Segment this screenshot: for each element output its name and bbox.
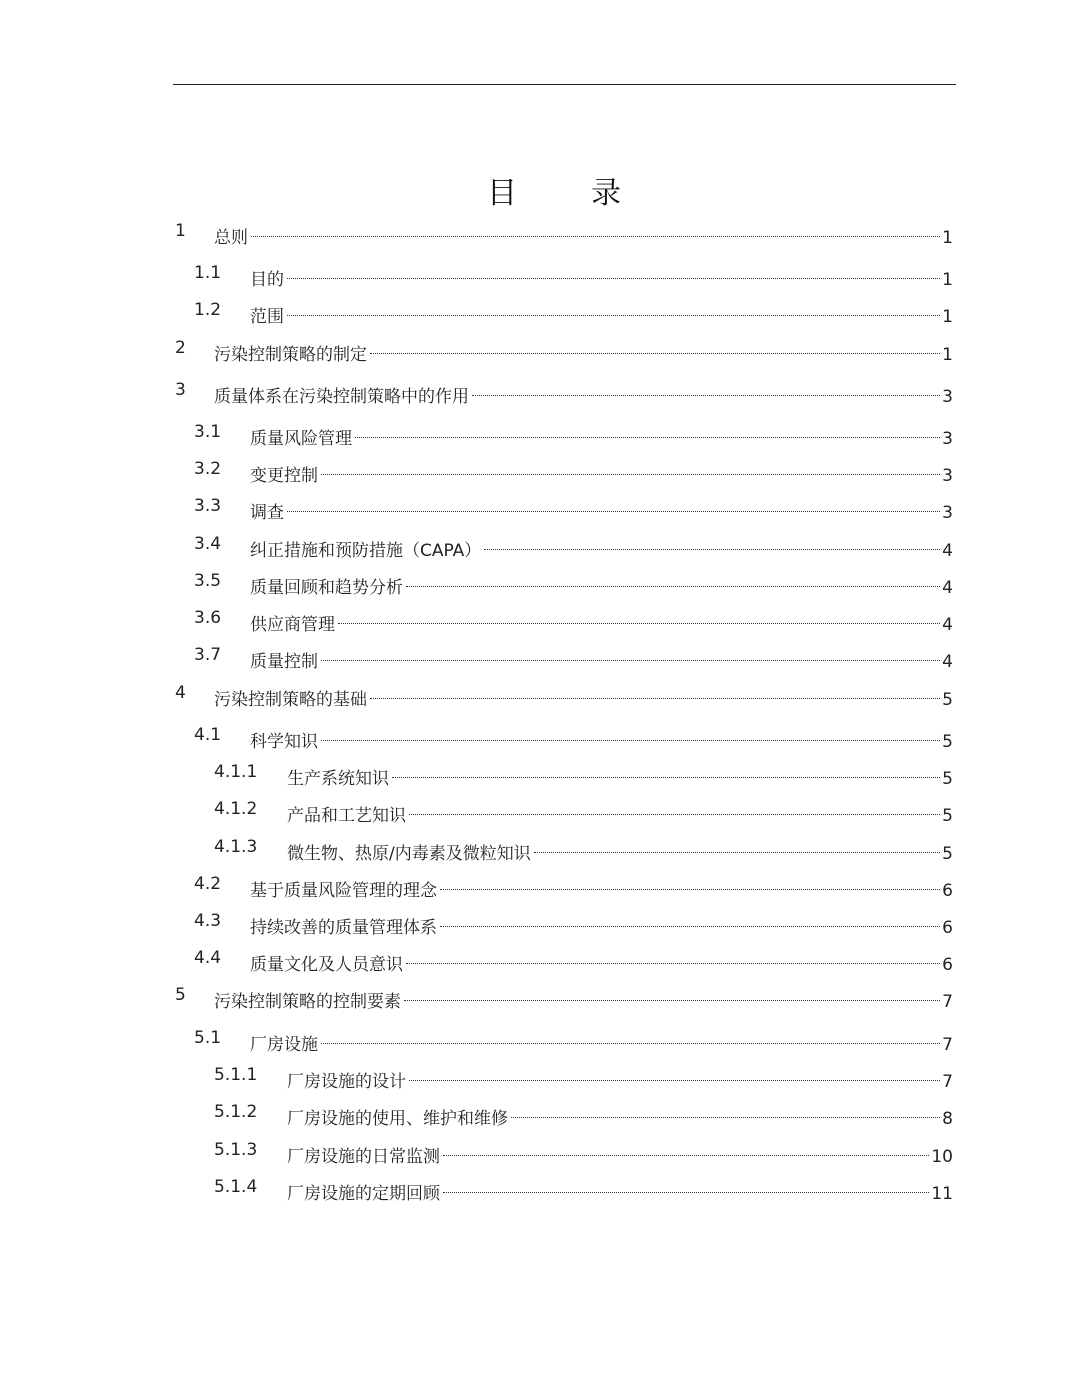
toc-entry-page-number: 1 (942, 307, 953, 327)
toc-entry-page-number: 11 (931, 1184, 953, 1204)
toc-entry-title: 目的 (250, 270, 284, 290)
toc-entry-title: 污染控制策略的制定 (214, 345, 367, 365)
toc-entry-title: 质量控制 (250, 652, 318, 672)
toc-entry-title: 污染控制策略的基础 (214, 690, 367, 710)
toc-entry-number: 5 (175, 985, 186, 1005)
toc-entry-line (250, 420, 953, 451)
toc-dot-leader (409, 1063, 940, 1087)
toc-dot-leader (511, 1100, 940, 1124)
toc-dot-leader (534, 835, 940, 859)
toc-entry-page-number: 1 (942, 345, 953, 365)
toc-entry-title: 生产系统知识 (287, 769, 389, 789)
toc-entry[interactable] (0, 983, 1080, 1012)
toc-entry-title: 质量回顾和趋势分析 (250, 578, 403, 598)
toc-dot-leader (392, 760, 940, 784)
toc-entry-number: 1.1 (194, 263, 222, 283)
toc-dot-leader (321, 723, 940, 747)
header-rule (173, 84, 956, 85)
toc-entry-line (287, 1138, 953, 1169)
toc-entry-page-number: 3 (942, 429, 953, 449)
toc-entry-line (250, 1026, 953, 1057)
toc-entry-page-number: 4 (942, 578, 953, 598)
toc-entry-number: 3.7 (194, 645, 222, 665)
toc-dot-leader (338, 606, 940, 630)
toc-entry-number: 1 (175, 221, 186, 241)
toc-entry-line (250, 946, 953, 977)
toc-entry-number: 3.6 (194, 608, 222, 628)
toc-entry-line (250, 723, 953, 754)
toc-dot-leader (287, 298, 940, 322)
toc-dot-leader (321, 457, 940, 481)
toc-dot-leader (404, 983, 940, 1007)
toc-entry-title: 总则 (214, 228, 248, 248)
toc-entry-page-number: 3 (942, 503, 953, 523)
toc-entry-line (250, 909, 953, 940)
toc-dot-leader (440, 909, 940, 933)
toc-dot-leader (406, 946, 940, 970)
toc-entry-title: 调查 (250, 503, 284, 523)
toc-entry-title: 厂房设施的使用、维护和维修 (287, 1109, 508, 1129)
toc-entry-number: 4.1 (194, 725, 222, 745)
toc-dot-leader (443, 1138, 929, 1162)
toc-entry-title: 厂房设施的定期回顾 (287, 1184, 440, 1204)
toc-entry[interactable] (0, 378, 1080, 407)
toc-entry-line (250, 606, 953, 637)
toc-entry[interactable] (0, 760, 1080, 789)
toc-entry-page-number: 8 (942, 1109, 953, 1129)
toc-entry-page-number: 5 (942, 732, 953, 752)
toc-dot-leader (370, 681, 940, 705)
toc-entry-title: 持续改善的质量管理体系 (250, 918, 437, 938)
toc-entry[interactable] (0, 1100, 1080, 1129)
toc-entry-line (250, 261, 953, 292)
toc-entry-page-number: 5 (942, 690, 953, 710)
toc-entry-page-number: 7 (942, 992, 953, 1012)
toc-entry-page-number: 4 (942, 615, 953, 635)
toc-entry-line (287, 760, 953, 791)
toc-entry-title: 产品和工艺知识 (287, 806, 406, 826)
toc-entry[interactable] (0, 681, 1080, 710)
toc-dot-leader (409, 797, 940, 821)
toc-entry[interactable] (0, 946, 1080, 975)
toc-entry-line (214, 378, 953, 409)
toc-entry-title: 纠正措施和预防措施（CAPA） (250, 541, 482, 561)
toc-dot-leader (321, 1026, 940, 1050)
toc-entry-number: 5.1 (194, 1028, 222, 1048)
toc-entry-page-number: 6 (942, 955, 953, 975)
toc-entry-page-number: 5 (942, 769, 953, 789)
toc-entry-page-number: 10 (931, 1147, 953, 1167)
toc-entry-number: 3.5 (194, 571, 222, 591)
toc-entry-line (287, 1100, 953, 1131)
toc-entry-page-number: 5 (942, 806, 953, 826)
toc-entry-line (214, 983, 953, 1014)
toc-entry-line (287, 1175, 953, 1206)
toc-dot-leader (321, 643, 940, 667)
toc-dot-leader (443, 1175, 929, 1199)
toc-entry-number: 4.1.2 (214, 799, 258, 819)
toc-entry-number: 2 (175, 338, 186, 358)
toc-entry[interactable] (0, 261, 1080, 290)
toc-entry-title: 变更控制 (250, 466, 318, 486)
toc-title: 目 录 (487, 176, 643, 211)
toc-entry-line (214, 681, 953, 712)
toc-entry[interactable] (0, 643, 1080, 672)
toc-entry-line (287, 1063, 953, 1094)
toc-entry-line (250, 643, 953, 674)
toc-entry-line (287, 797, 953, 828)
toc-entry-number: 3.1 (194, 422, 222, 442)
toc-entry-title: 科学知识 (250, 732, 318, 752)
toc-entry-line (214, 336, 953, 367)
toc-entry-number: 3.2 (194, 459, 222, 479)
toc-entry[interactable] (0, 457, 1080, 486)
toc-dot-leader (287, 261, 940, 285)
toc-entry-title: 厂房设施的设计 (287, 1072, 406, 1092)
toc-entry-number: 3.4 (194, 534, 222, 554)
toc-entry-line (250, 298, 953, 329)
toc-entry-title: 质量风险管理 (250, 429, 352, 449)
toc-entry-page-number: 4 (942, 652, 953, 672)
toc-entry[interactable] (0, 723, 1080, 752)
toc-entry-page-number: 7 (942, 1072, 953, 1092)
toc-entry[interactable] (0, 494, 1080, 523)
toc-entry-title: 厂房设施 (250, 1035, 318, 1055)
toc-entry-number: 3 (175, 380, 186, 400)
toc-entry-title: 质量文化及人员意识 (250, 955, 403, 975)
toc-entry-title: 范围 (250, 307, 284, 327)
toc-dot-leader (370, 336, 940, 360)
toc-entry-number: 4.2 (194, 874, 222, 894)
toc-entry-line (250, 457, 953, 488)
toc-entry[interactable] (0, 797, 1080, 826)
toc-entry[interactable] (0, 420, 1080, 449)
toc-dot-leader (287, 494, 940, 518)
toc-entry-line (250, 872, 953, 903)
toc-entry-title: 厂房设施的日常监测 (287, 1147, 440, 1167)
toc-entry-line (250, 569, 953, 600)
toc-entry[interactable] (0, 532, 1080, 561)
toc-dot-leader (355, 420, 940, 444)
toc-entry[interactable] (0, 909, 1080, 938)
toc-entry-number: 4.3 (194, 911, 222, 931)
toc-entry[interactable] (0, 1026, 1080, 1055)
toc-entry-number: 5.1.1 (214, 1065, 258, 1085)
toc-entry-page-number: 1 (942, 270, 953, 290)
toc-entry-number: 4 (175, 683, 186, 703)
toc-entry-number: 1.2 (194, 300, 222, 320)
toc-entry[interactable] (0, 336, 1080, 365)
toc-entry-number: 4.1.3 (214, 837, 258, 857)
toc-entry-line (214, 219, 953, 250)
toc-entry-title: 供应商管理 (250, 615, 335, 635)
toc-entry-line (287, 835, 953, 866)
toc-entry-page-number: 5 (942, 844, 953, 864)
toc-entry[interactable] (0, 1063, 1080, 1092)
toc-entry-title: 基于质量风险管理的理念 (250, 881, 437, 901)
toc-entry[interactable] (0, 1175, 1080, 1204)
toc-entry-line (250, 532, 953, 563)
toc-entry-number: 3.3 (194, 496, 222, 516)
toc-entry-page-number: 1 (942, 228, 953, 248)
toc-entry[interactable] (0, 298, 1080, 327)
toc-entry[interactable] (0, 569, 1080, 598)
toc-entry[interactable] (0, 872, 1080, 901)
toc-entry-line (250, 494, 953, 525)
toc-entry-page-number: 4 (942, 541, 953, 561)
toc-entry[interactable] (0, 1138, 1080, 1167)
toc-dot-leader (406, 569, 940, 593)
toc-entry-number: 4.1.1 (214, 762, 258, 782)
toc-entry-page-number: 6 (942, 918, 953, 938)
toc-entry[interactable] (0, 219, 1080, 248)
toc-entry-page-number: 6 (942, 881, 953, 901)
toc-entry-number: 5.1.4 (214, 1177, 258, 1197)
toc-dot-leader (472, 378, 940, 402)
toc-entry[interactable] (0, 835, 1080, 864)
toc-entry-page-number: 3 (942, 466, 953, 486)
toc-entry-title: 质量体系在污染控制策略中的作用 (214, 387, 469, 407)
toc-dot-leader (251, 219, 940, 243)
toc-dot-leader (440, 872, 940, 896)
toc-entry[interactable] (0, 606, 1080, 635)
toc-entry-page-number: 3 (942, 387, 953, 407)
toc-entry-number: 4.4 (194, 948, 222, 968)
toc-entry-number: 5.1.2 (214, 1102, 258, 1122)
toc-entry-page-number: 7 (942, 1035, 953, 1055)
toc-entry-title: 污染控制策略的控制要素 (214, 992, 401, 1012)
toc-entry-number: 5.1.3 (214, 1140, 258, 1160)
toc-dot-leader (484, 532, 940, 556)
toc-entry-title: 微生物、热原/内毒素及微粒知识 (287, 844, 531, 864)
